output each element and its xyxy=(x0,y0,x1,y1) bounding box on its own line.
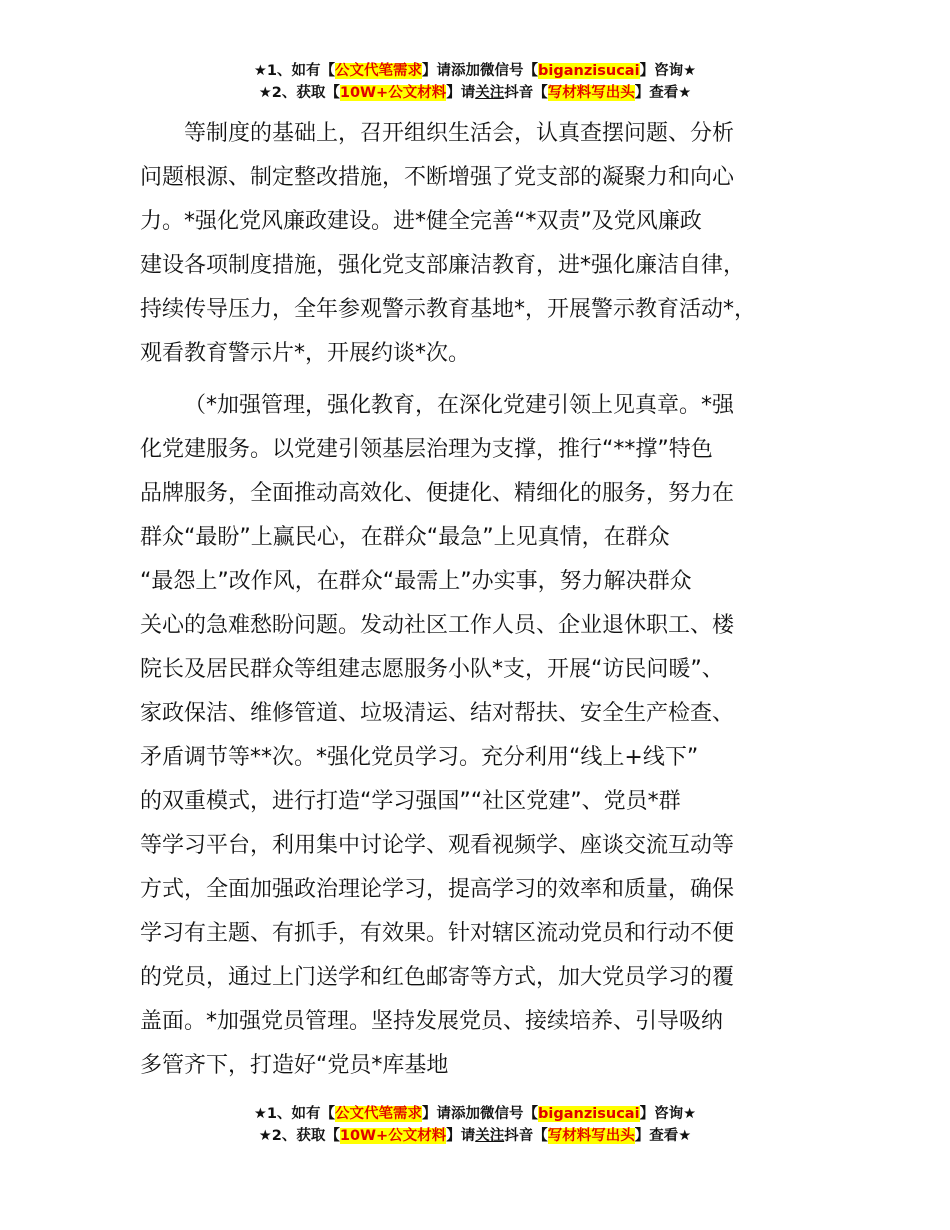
text-line: 学习有主题、有抓手，有效果。针对辖区流动党员和行动不便 xyxy=(140,921,735,946)
paragraph-1 xyxy=(140,112,830,376)
document-body xyxy=(140,112,830,1088)
banner-line-1: ★1、如有【公文代笔需求】请添加微信号【biganzisucai】咨询★ xyxy=(253,1106,697,1122)
text-line: 力。*强化党风廉政建设。进*健全完善“*双责”及党风廉政 xyxy=(140,209,702,234)
text-line: 群众“最盼”上赢民心，在群众“最急”上见真情，在群众 xyxy=(140,525,670,550)
text-line: 的党员，通过上门送学和红色邮寄等方式，加大党员学习的覆 xyxy=(140,965,735,990)
banner-line-2: ★2、获取【10W+公文材料】请关注抖音【写材料写出头】查看★ xyxy=(258,85,692,101)
footer-banner xyxy=(0,1103,950,1147)
paragraph-2 xyxy=(140,384,830,1088)
text-line: 家政保洁、维修管道、垃圾清运、结对帮扶、安全生产检查、 xyxy=(140,701,735,726)
text-line: 等制度的基础上，召开组织生活会，认真查摆问题、分析 xyxy=(184,121,735,146)
text-line: 观看教育警示片*，开展约谈*次。 xyxy=(140,341,471,366)
text-line: 的双重模式，进行打造“学习强国”“社区党建”、党员*群 xyxy=(140,789,681,814)
highlight-writing-service: 公文代笔需求 xyxy=(335,63,423,79)
highlight-wechat-id: biganzisucai xyxy=(538,63,640,79)
text-line: 品牌服务，全面推动高效化、便捷化、精细化的服务，努力在 xyxy=(140,481,735,506)
text-line: 盖面。*加强党员管理。坚持发展党员、接续培养、引导吸纳 xyxy=(140,1009,724,1034)
text-line: 化党建服务。以党建引领基层治理为支撑，推行“**撑”特色 xyxy=(140,437,713,462)
highlight-douyin-account: 写材料写出头 xyxy=(547,85,635,101)
text-line: 关心的急难愁盼问题。发动社区工作人员、企业退休职工、楼 xyxy=(140,613,735,638)
text-line: “最怨上”改作风，在群众“最需上”办实事，努力解决群众 xyxy=(140,569,692,594)
underlined-follow: 关注 xyxy=(475,1128,505,1144)
header-banner xyxy=(0,60,950,104)
highlight-materials: 10W+公文材料 xyxy=(339,85,447,101)
text-line: 矛盾调节等**次。*强化党员学习。充分利用“线上+线下” xyxy=(140,745,699,770)
highlight-writing-service: 公文代笔需求 xyxy=(335,1106,423,1122)
text-line: 持续传导压力，全年参观警示教育基地*，开展警示教育活动*， xyxy=(140,297,757,322)
underlined-follow: 关注 xyxy=(475,85,505,101)
banner-line-1: ★1、如有【公文代笔需求】请添加微信号【biganzisucai】咨询★ xyxy=(253,63,697,79)
banner-line-2: ★2、获取【10W+公文材料】请关注抖音【写材料写出头】查看★ xyxy=(258,1128,692,1144)
text-line: 问题根源、制定整改措施，不断增强了党支部的凝聚力和向心 xyxy=(140,165,735,190)
text-line: 院长及居民群众等组建志愿服务小队*支，开展“访民问暖”、 xyxy=(140,657,724,682)
text-line: （*加强管理，强化教育，在深化党建引领上见真章。*强 xyxy=(184,393,735,418)
highlight-douyin-account: 写材料写出头 xyxy=(547,1128,635,1144)
highlight-wechat-id: biganzisucai xyxy=(538,1106,640,1122)
text-line: 等学习平台，利用集中讨论学、观看视频学、座谈交流互动等 xyxy=(140,833,735,858)
text-line: 建设各项制度措施，强化党支部廉洁教育，进*强化廉洁自律， xyxy=(140,253,746,278)
text-line: 多管齐下，打造好“党员*库基地 xyxy=(140,1053,449,1078)
highlight-materials: 10W+公文材料 xyxy=(339,1128,447,1144)
text-line: 方式，全面加强政治理论学习，提高学习的效率和质量，确保 xyxy=(140,877,735,902)
